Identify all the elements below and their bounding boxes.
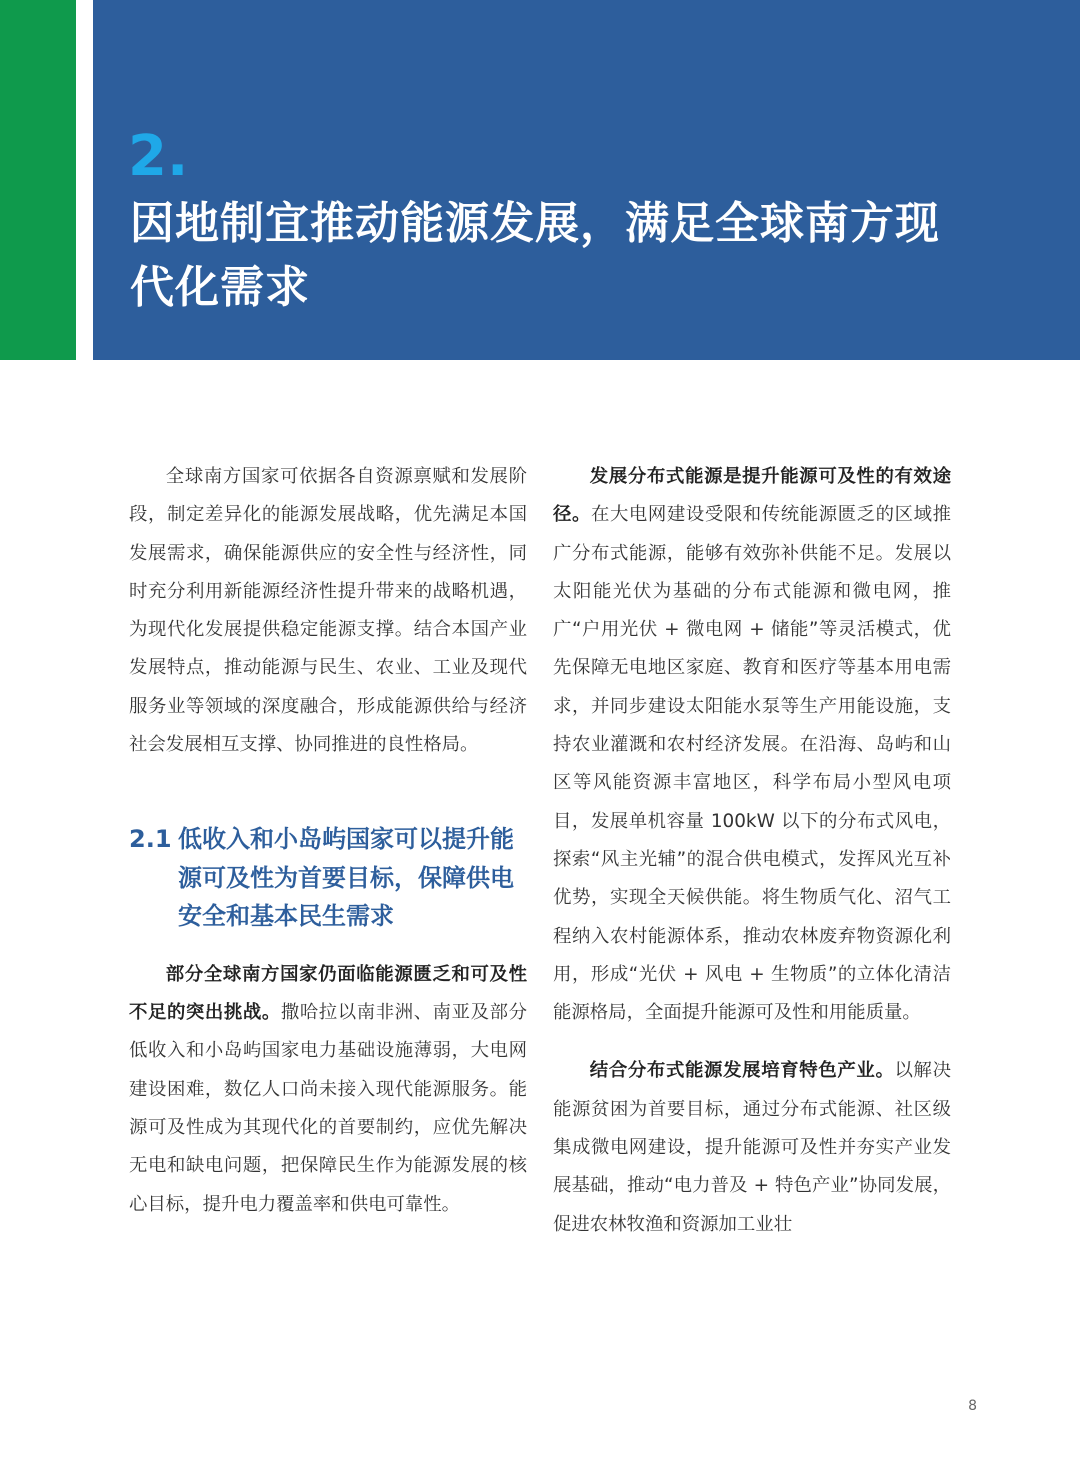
chapter-title: 因地制宜推动能源发展，满足全球南方现代化需求 — [130, 198, 940, 313]
section-heading — [129, 820, 527, 936]
distributed-energy-body: 在大电网建设受限和传统能源匮乏的区域推广分布式能源，能够有效弥补供能不足。发展以太阳能光伏为基础的分布式能源和微电网，推广“户用光伏 + 微电网 + 储能”等灵活模式，优先保障无电地区家庭、教育和医疗等基本用电需求，并同步建设太阳能水泵等生产用能设施，支持农业灌溉和农村经济发展。在沿海、岛屿和山区等风能资源丰富地区，科学布局小型风电项目，发展单机容量 100kW 以下的分布式风电，探索“风主光辅”的混合供电模式，发挥风光互补优势，实现全天候供能。将生物质气化、沼气工程纳入农村能源体系，推动农林废弃物资源化利用，形成“光伏 + 风电 + 生物质”的立体化清洁能源格局，全面提升能源可及性和用能质量。 — [553, 504, 951, 1024]
distributed-energy-lead: 发展分布式能源是提升能源可及性的有效途径。 — [553, 466, 951, 526]
distributed-energy-paragraph — [553, 458, 951, 1032]
industry-lead: 结合分布式能源发展培育特色产业。 — [589, 1060, 895, 1082]
section-number: 2.1 — [129, 825, 172, 854]
industry-paragraph — [553, 1052, 951, 1243]
intro-paragraph: 全球南方国家可依据各自资源禀赋和发展阶段，制定差异化的能源发展战略，优先满足本国发展需求，确保能源供应的安全性与经济性，同时充分利用新能源经济性提升带来的战略机遇，为现代化发展提供稳定能源支撑。结合本国产业发展特点，推动能源与民生、农业、工业及现代服务业等领域的深度融合，形成能源供给与经济社会发展相互支撑、协同推进的良性格局。 — [129, 466, 527, 756]
challenge-body: 撒哈拉以南非洲、南亚及部分低收入和小岛屿国家电力基础设施薄弱，大电网建设困难，数亿人口尚未接入现代能源服务。能源可及性成为其现代化的首要制约，应优先解决无电和缺电问题，把保障民生作为能源发展的核心目标，提升电力覆盖率和供电可靠性。 — [129, 1002, 527, 1215]
page-number: 8 — [968, 1398, 977, 1414]
right-column — [553, 458, 951, 1244]
challenge-paragraph — [129, 956, 527, 1224]
chapter-number: 2. — [128, 124, 189, 189]
left-column — [129, 458, 527, 1224]
industry-body: 以解决能源贫困为首要目标，通过分布式能源、社区级集成微电网建设，提升能源可及性并夯实产业发展基础，推动“电力普及 + 特色产业”协同发展，促进农林牧渔和资源加工业壮 — [553, 1060, 951, 1235]
challenge-lead: 部分全球南方国家仍面临能源匮乏和可及性不足的突出挑战。 — [129, 963, 527, 1024]
green-accent-bar — [0, 0, 76, 360]
section-title: 低收入和小岛屿国家可以提升能源可及性为首要目标，保障供电安全和基本民生需求 — [178, 825, 514, 931]
